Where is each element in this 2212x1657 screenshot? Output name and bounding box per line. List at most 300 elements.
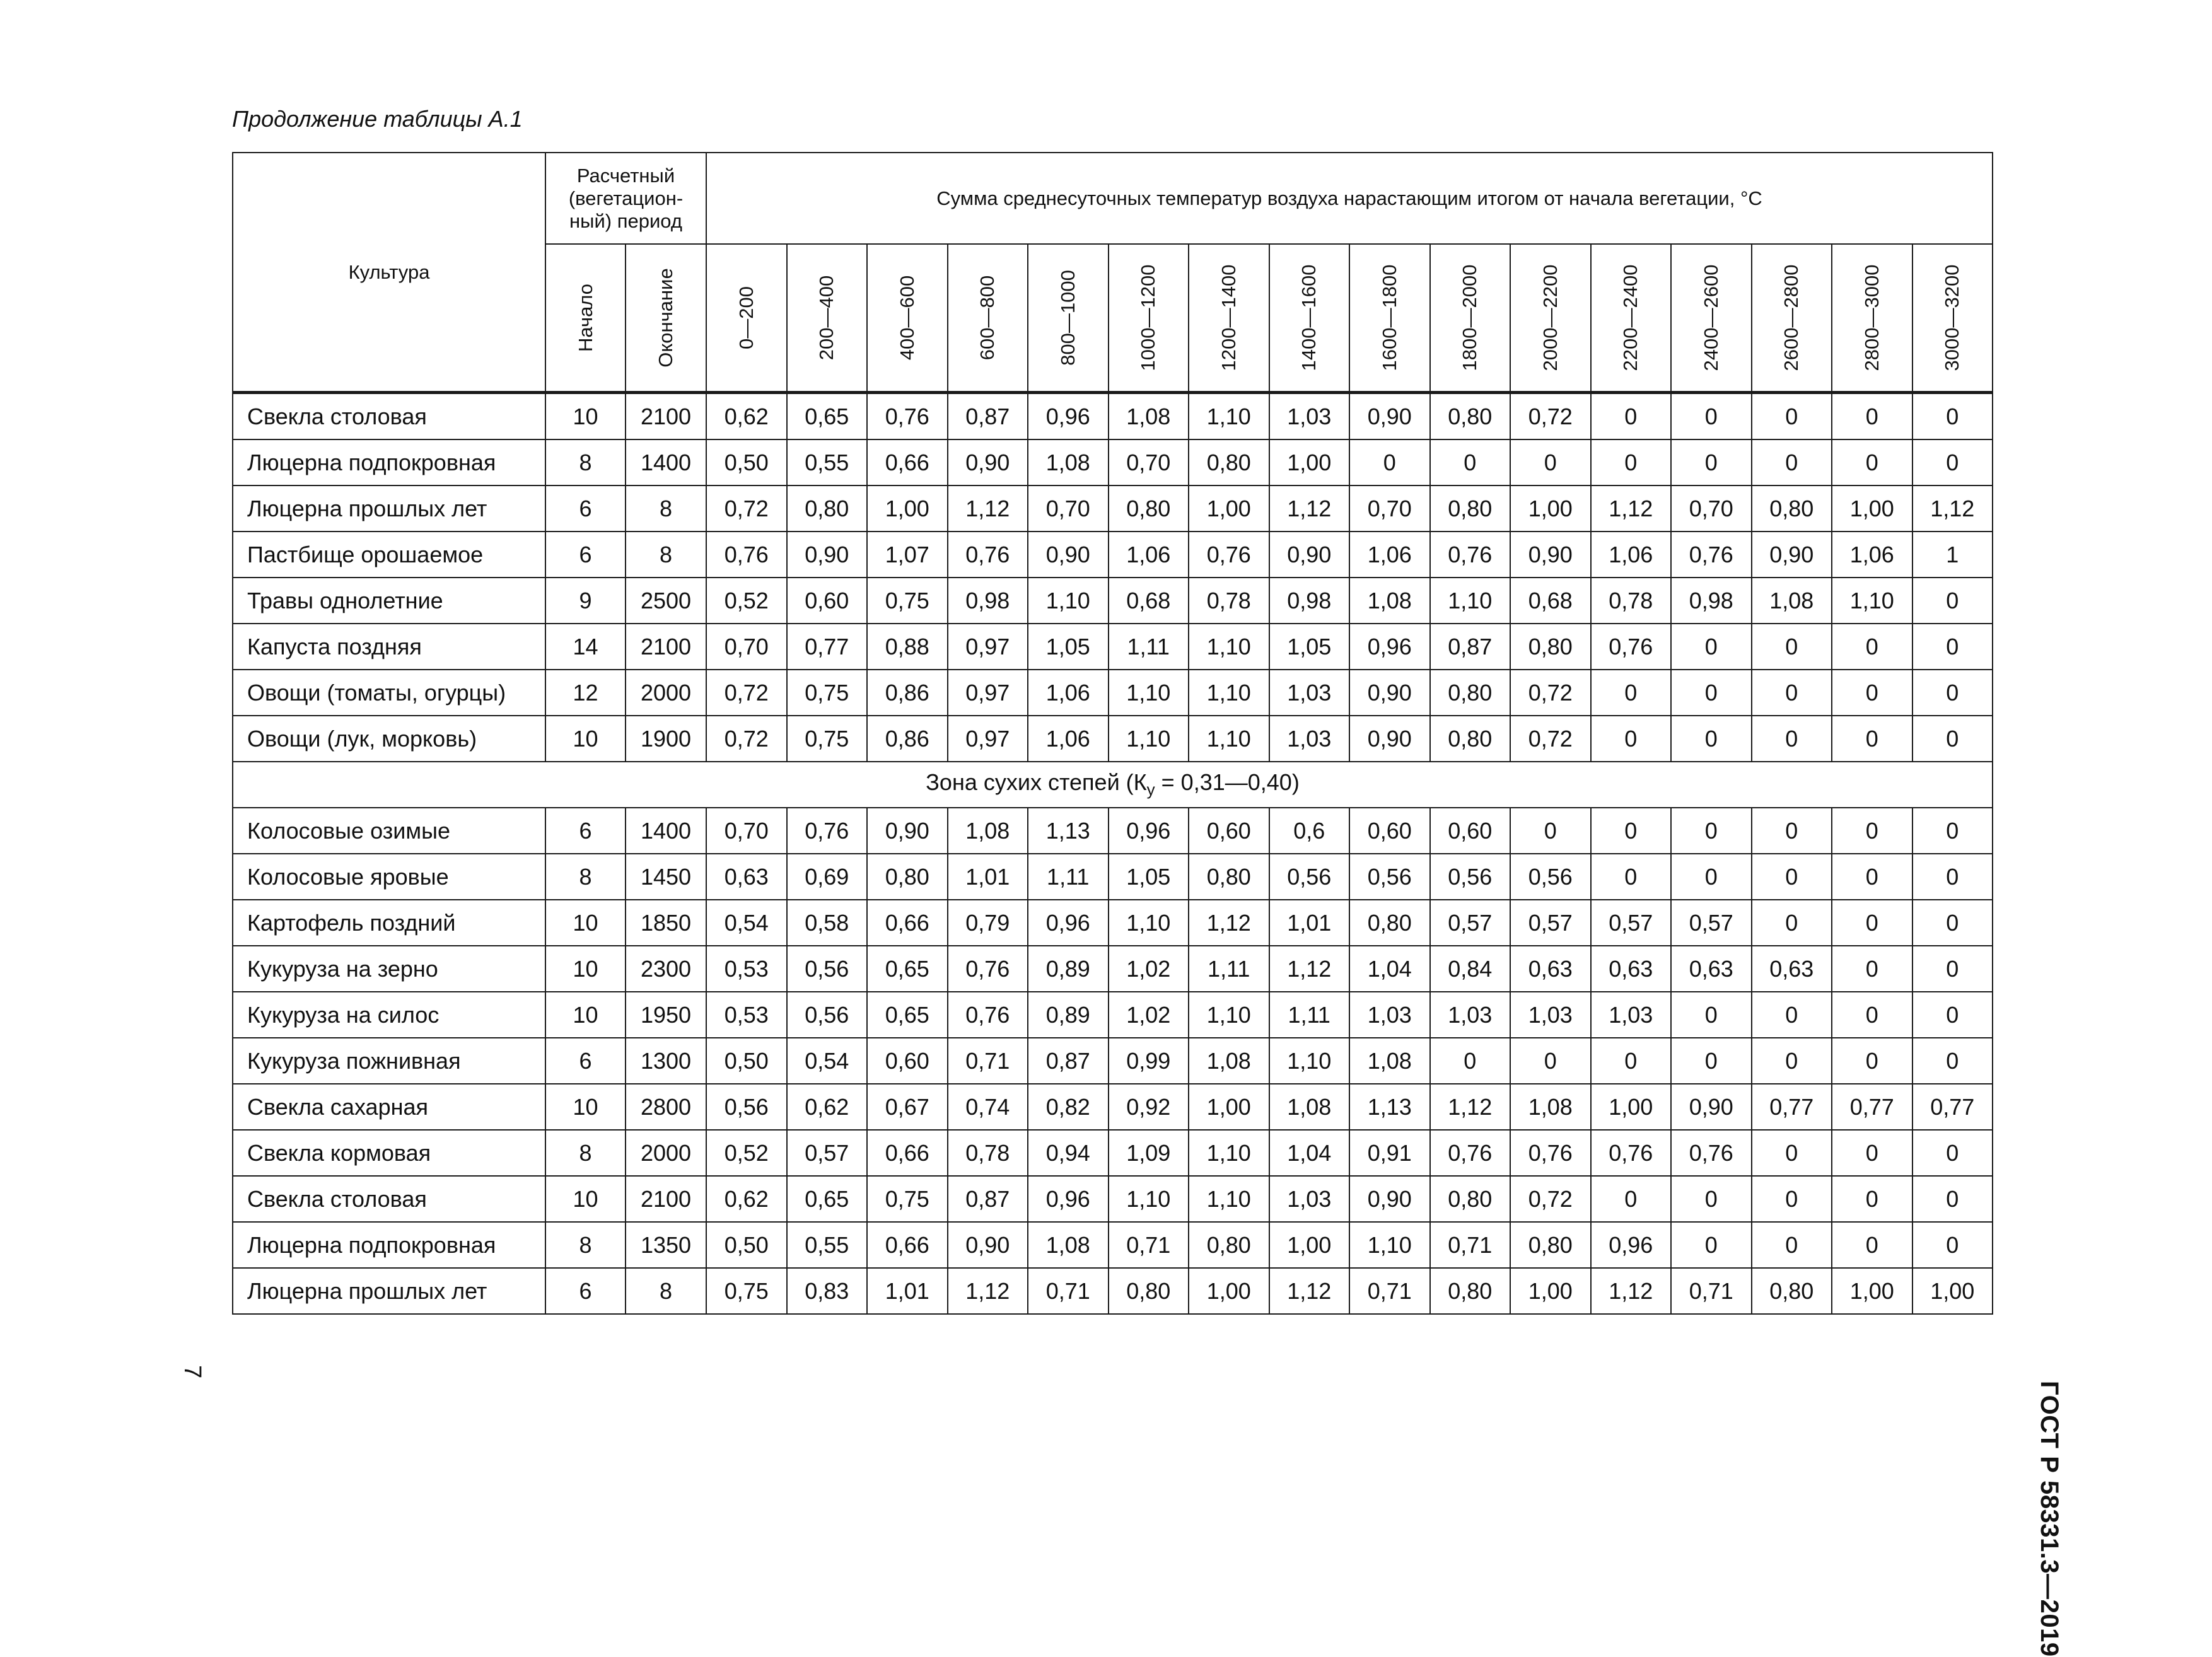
coefficient-cell: 0,78 <box>1591 578 1672 624</box>
coefficient-cell: 0 <box>1912 854 1993 900</box>
coefficient-cell: 0 <box>1832 624 1912 670</box>
coefficient-cell: 0,96 <box>1028 393 1109 440</box>
coefficient-cell: 0 <box>1832 854 1912 900</box>
coefficient-cell: 0,54 <box>787 1038 868 1084</box>
coefficient-cell: 0,90 <box>948 439 1028 485</box>
coefficient-cell: 0,94 <box>1028 1130 1109 1176</box>
coefficient-cell: 1,12 <box>1430 1084 1511 1130</box>
crop-name-cell: Люцерна прошлых лет <box>233 485 545 532</box>
coefficient-cell: 0 <box>1752 992 1832 1038</box>
period-start-cell: 10 <box>545 1084 626 1130</box>
coefficient-cell: 1,13 <box>1349 1084 1430 1130</box>
coefficient-cell: 0,96 <box>1591 1222 1672 1268</box>
coefficient-cell: 0,97 <box>948 716 1028 762</box>
period-end-cell: 1450 <box>626 854 706 900</box>
coefficient-cell: 0 <box>1752 1130 1832 1176</box>
coefficient-cell: 1,10 <box>1189 1176 1269 1222</box>
coefficient-cell: 0 <box>1832 393 1912 440</box>
coefficient-cell: 1,10 <box>1832 578 1912 624</box>
table-row <box>233 1176 1993 1222</box>
coefficient-cell: 1,10 <box>1430 578 1511 624</box>
coefficient-cell: 0,71 <box>948 1038 1028 1084</box>
coefficient-cell: 0,76 <box>1510 1130 1591 1176</box>
coefficient-cell: 1,10 <box>1028 578 1109 624</box>
coefficient-cell: 1,10 <box>1189 716 1269 762</box>
coefficient-cell: 1,10 <box>1109 1176 1189 1222</box>
coefficient-cell: 1,08 <box>1752 578 1832 624</box>
coefficient-cell: 0,56 <box>1349 854 1430 900</box>
document-designation: ГОСТ Р 58331.3—2019 <box>2035 1381 2063 1657</box>
coefficient-cell: 0,77 <box>787 624 868 670</box>
coefficient-cell: 0,75 <box>867 1176 948 1222</box>
coefficient-cell: 0 <box>1591 1038 1672 1084</box>
coefficient-cell: 0,70 <box>1109 439 1189 485</box>
coefficient-cell: 0,89 <box>1028 992 1109 1038</box>
coefficient-cell: 1,06 <box>1832 532 1912 578</box>
zone-prefix: Зона сухих степей (К <box>926 769 1147 796</box>
coefficient-cell: 0,80 <box>1109 1268 1189 1314</box>
coefficient-cell: 1,02 <box>1109 992 1189 1038</box>
coefficient-cell: 0,63 <box>1510 946 1591 992</box>
coefficient-cell: 0,83 <box>787 1268 868 1314</box>
coefficient-cell: 0,75 <box>787 670 868 716</box>
coefficient-cell: 0,50 <box>706 439 787 485</box>
coefficient-cell: 0,69 <box>787 854 868 900</box>
coefficient-cell: 1,07 <box>867 532 948 578</box>
coefficient-cell: 1,08 <box>1510 1084 1591 1130</box>
table-row <box>233 808 1993 854</box>
coefficient-cell: 0,62 <box>787 1084 868 1130</box>
coefficient-cell: 0,70 <box>1349 485 1430 532</box>
coefficient-cell: 1,12 <box>948 1268 1028 1314</box>
coefficient-cell: 0 <box>1591 716 1672 762</box>
coefficient-cell: 0,76 <box>1671 532 1752 578</box>
table-row <box>233 900 1993 946</box>
table-row <box>233 485 1993 532</box>
coefficient-cell: 1,13 <box>1028 808 1109 854</box>
coefficient-cell: 0,90 <box>1752 532 1832 578</box>
period-start-cell: 10 <box>545 992 626 1038</box>
period-end-cell: 1400 <box>626 439 706 485</box>
coefficient-cell: 0,76 <box>1591 1130 1672 1176</box>
coefficient-cell: 1,00 <box>1510 1268 1591 1314</box>
table-row <box>233 992 1993 1038</box>
coefficient-cell: 1,12 <box>948 485 1028 532</box>
coefficient-cell: 1,10 <box>1269 1038 1350 1084</box>
coefficient-cell: 0,90 <box>1349 670 1430 716</box>
coefficient-cell: 0,54 <box>706 900 787 946</box>
coefficient-cell: 0,52 <box>706 578 787 624</box>
coefficient-cell: 0 <box>1752 1222 1832 1268</box>
coefficient-cell: 1,12 <box>1269 946 1350 992</box>
coefficient-cell: 1,12 <box>1269 1268 1350 1314</box>
coefficient-cell: 0,56 <box>706 1084 787 1130</box>
coefficient-cell: 0 <box>1430 439 1511 485</box>
period-end-cell: 1350 <box>626 1222 706 1268</box>
coefficient-cell: 0,76 <box>1671 1130 1752 1176</box>
coefficient-cell: 1,00 <box>1189 1084 1269 1130</box>
zone-suffix: = 0,31—0,40) <box>1155 769 1300 796</box>
header-period-group <box>545 153 706 244</box>
coefficient-cell: 1,00 <box>1591 1084 1672 1130</box>
coefficient-cell: 0,71 <box>1028 1268 1109 1314</box>
crop-name-cell: Свекла кормовая <box>233 1130 545 1176</box>
coefficient-cell: 0 <box>1912 946 1993 992</box>
period-end-cell: 2100 <box>626 1176 706 1222</box>
coefficient-cell: 1,11 <box>1028 854 1109 900</box>
coefficient-cell: 1,05 <box>1269 624 1350 670</box>
coefficient-cell: 1,03 <box>1269 670 1350 716</box>
coefficient-cell: 1,10 <box>1189 992 1269 1038</box>
coefficient-cell: 0,77 <box>1752 1084 1832 1130</box>
coefficient-cell: 1,12 <box>1591 485 1672 532</box>
coefficient-cell: 0 <box>1912 1038 1993 1084</box>
coefficient-cell: 1,11 <box>1189 946 1269 992</box>
coefficient-cell: 0,80 <box>1430 393 1511 440</box>
coefficient-cell: 0 <box>1510 439 1591 485</box>
coefficient-cell: 0,78 <box>948 1130 1028 1176</box>
coefficient-cell: 0,56 <box>1430 854 1511 900</box>
crop-name-cell: Свекла столовая <box>233 1176 545 1222</box>
coefficient-cell: 0,91 <box>1349 1130 1430 1176</box>
coefficient-cell: 1,04 <box>1269 1130 1350 1176</box>
coefficient-cell: 0,6 <box>1269 808 1350 854</box>
coefficient-cell: 0,76 <box>706 532 787 578</box>
coefficient-cell: 0,56 <box>1510 854 1591 900</box>
period-end-cell: 1900 <box>626 716 706 762</box>
crop-name-cell: Пастбище орошаемое <box>233 532 545 578</box>
coefficient-cell: 0,96 <box>1028 1176 1109 1222</box>
coefficient-cell: 0,66 <box>867 900 948 946</box>
header-range: 3000—3200 <box>1912 244 1993 393</box>
coefficient-cell: 1,11 <box>1109 624 1189 670</box>
coefficient-cell: 0 <box>1752 716 1832 762</box>
coefficient-cell: 0 <box>1832 900 1912 946</box>
period-end-cell: 2800 <box>626 1084 706 1130</box>
coefficient-cell: 0 <box>1671 1176 1752 1222</box>
coefficient-cell: 0,78 <box>1189 578 1269 624</box>
table-row <box>233 946 1993 992</box>
coefficient-cell: 0,80 <box>1510 624 1591 670</box>
coefficient-cell: 0 <box>1671 854 1752 900</box>
period-start-cell: 10 <box>545 900 626 946</box>
coefficient-cell: 0,71 <box>1430 1222 1511 1268</box>
coefficient-cell: 0,87 <box>1430 624 1511 670</box>
crop-name-cell: Картофель поздний <box>233 900 545 946</box>
crop-name-cell: Свекла сахарная <box>233 1084 545 1130</box>
coefficient-cell: 0,63 <box>1752 946 1832 992</box>
coefficient-cell: 1,03 <box>1591 992 1672 1038</box>
crop-name-cell: Травы однолетние <box>233 578 545 624</box>
coefficient-cell: 0,75 <box>787 716 868 762</box>
coefficient-cell: 0 <box>1591 808 1672 854</box>
crop-name-cell: Свекла столовая <box>233 393 545 440</box>
coefficient-cell: 0 <box>1912 900 1993 946</box>
coefficient-cell: 0,65 <box>867 992 948 1038</box>
period-end-cell: 8 <box>626 532 706 578</box>
coefficient-cell: 0,80 <box>1430 716 1511 762</box>
coefficient-cell: 0 <box>1832 946 1912 992</box>
coefficient-cell: 0,80 <box>1189 854 1269 900</box>
header-range: 600—800 <box>948 244 1028 393</box>
coefficient-cell: 0 <box>1912 716 1993 762</box>
coefficient-table <box>232 152 1993 1315</box>
coefficient-cell: 0,53 <box>706 992 787 1038</box>
coefficient-cell: 0 <box>1912 393 1993 440</box>
coefficient-cell: 0,90 <box>1349 393 1430 440</box>
coefficient-cell: 1,10 <box>1189 670 1269 716</box>
coefficient-cell: 0,80 <box>1430 485 1511 532</box>
coefficient-cell: 0 <box>1752 670 1832 716</box>
zone-heading <box>233 762 1993 808</box>
coefficient-cell: 0,84 <box>1430 946 1511 992</box>
coefficient-cell: 1,08 <box>1109 393 1189 440</box>
period-end-cell: 2000 <box>626 1130 706 1176</box>
coefficient-cell: 0,72 <box>706 485 787 532</box>
period-start-cell: 6 <box>545 532 626 578</box>
coefficient-cell: 0,86 <box>867 670 948 716</box>
coefficient-cell: 1,10 <box>1109 670 1189 716</box>
coefficient-cell: 0,74 <box>948 1084 1028 1130</box>
coefficient-cell: 0,80 <box>787 485 868 532</box>
coefficient-cell: 0,55 <box>787 439 868 485</box>
coefficient-cell: 0 <box>1832 1038 1912 1084</box>
coefficient-cell: 0,98 <box>1269 578 1350 624</box>
coefficient-cell: 1,05 <box>1109 854 1189 900</box>
table-caption: Продолжение таблицы А.1 <box>232 106 523 132</box>
zone-row <box>233 762 1993 808</box>
coefficient-cell: 0 <box>1832 439 1912 485</box>
coefficient-cell: 0,56 <box>787 946 868 992</box>
coefficient-cell: 0,65 <box>787 1176 868 1222</box>
coefficient-cell: 0,76 <box>948 946 1028 992</box>
coefficient-cell: 0,80 <box>1430 670 1511 716</box>
table-row <box>233 716 1993 762</box>
coefficient-cell: 0,68 <box>1510 578 1591 624</box>
coefficient-cell: 1,06 <box>1591 532 1672 578</box>
coefficient-cell: 1,01 <box>948 854 1028 900</box>
coefficient-cell: 1,06 <box>1109 532 1189 578</box>
period-start-cell: 10 <box>545 1176 626 1222</box>
coefficient-cell: 0,82 <box>1028 1084 1109 1130</box>
coefficient-cell: 1,00 <box>1189 1268 1269 1314</box>
coefficient-cell: 0,80 <box>1752 1268 1832 1314</box>
coefficient-cell: 0 <box>1752 900 1832 946</box>
coefficient-cell: 0,67 <box>867 1084 948 1130</box>
coefficient-cell: 0 <box>1912 439 1993 485</box>
header-range: 1000—1200 <box>1109 244 1189 393</box>
coefficient-cell: 0,57 <box>1430 900 1511 946</box>
coefficient-cell: 1,08 <box>1349 578 1430 624</box>
coefficient-cell: 0,71 <box>1109 1222 1189 1268</box>
period-start-cell: 10 <box>545 946 626 992</box>
coefficient-cell: 0,97 <box>948 670 1028 716</box>
coefficient-cell: 1,10 <box>1109 900 1189 946</box>
period-start-cell: 12 <box>545 670 626 716</box>
header-range: 1800—2000 <box>1430 244 1511 393</box>
coefficient-cell: 1,00 <box>1510 485 1591 532</box>
coefficient-cell: 1,10 <box>1109 716 1189 762</box>
coefficient-cell: 1,09 <box>1109 1130 1189 1176</box>
period-start-cell: 6 <box>545 1038 626 1084</box>
coefficient-cell: 0 <box>1671 624 1752 670</box>
coefficient-cell: 0 <box>1671 808 1752 854</box>
coefficient-cell: 0,53 <box>706 946 787 992</box>
coefficient-cell: 0 <box>1752 854 1832 900</box>
coefficient-cell: 0 <box>1832 1176 1912 1222</box>
coefficient-cell: 1 <box>1912 532 1993 578</box>
header-range: 2400—2600 <box>1671 244 1752 393</box>
coefficient-cell: 1,00 <box>1912 1268 1993 1314</box>
coefficient-cell: 0 <box>1349 439 1430 485</box>
period-end-cell: 8 <box>626 485 706 532</box>
coefficient-cell: 0,50 <box>706 1038 787 1084</box>
coefficient-cell: 0,60 <box>1349 808 1430 854</box>
coefficient-cell: 0,66 <box>867 1130 948 1176</box>
coefficient-cell: 0,90 <box>1671 1084 1752 1130</box>
coefficient-cell: 0,80 <box>867 854 948 900</box>
crop-name-cell: Колосовые озимые <box>233 808 545 854</box>
coefficient-cell: 0 <box>1912 1130 1993 1176</box>
coefficient-cell: 0 <box>1430 1038 1511 1084</box>
table-row <box>233 393 1993 440</box>
coefficient-cell: 0,75 <box>706 1268 787 1314</box>
period-end-cell: 1950 <box>626 992 706 1038</box>
coefficient-cell: 0,80 <box>1349 900 1430 946</box>
header-temperature-group: Сумма среднесуточных температур воздуха нарастающим итогом от начала вегетации, °С <box>706 153 1993 244</box>
table-row <box>233 1268 1993 1314</box>
coefficient-cell: 1,03 <box>1430 992 1511 1038</box>
coefficient-cell: 0,90 <box>1349 1176 1430 1222</box>
header-range: 2000—2200 <box>1510 244 1591 393</box>
coefficient-cell: 1,08 <box>1349 1038 1430 1084</box>
crop-name-cell: Люцерна подпокровная <box>233 1222 545 1268</box>
table-row <box>233 1130 1993 1176</box>
period-end-cell: 2100 <box>626 624 706 670</box>
coefficient-cell: 0 <box>1671 992 1752 1038</box>
coefficient-cell: 0,80 <box>1510 1222 1591 1268</box>
coefficient-cell: 1,03 <box>1269 1176 1350 1222</box>
table-row <box>233 1038 1993 1084</box>
coefficient-cell: 0 <box>1912 578 1993 624</box>
coefficient-cell: 0,66 <box>867 439 948 485</box>
coefficient-cell: 0,92 <box>1109 1084 1189 1130</box>
header-end: Окончание <box>626 244 706 393</box>
header-range: 2800—3000 <box>1832 244 1912 393</box>
header-range: 0—200 <box>706 244 787 393</box>
coefficient-cell: 0 <box>1752 624 1832 670</box>
coefficient-cell: 0,65 <box>867 946 948 992</box>
coefficient-cell: 1,12 <box>1912 485 1993 532</box>
coefficient-cell: 1,10 <box>1349 1222 1430 1268</box>
coefficient-cell: 0 <box>1752 1176 1832 1222</box>
coefficient-cell: 0,80 <box>1189 439 1269 485</box>
coefficient-cell: 0,57 <box>1671 900 1752 946</box>
coefficient-cell: 0,96 <box>1349 624 1430 670</box>
header-range: 1200—1400 <box>1189 244 1269 393</box>
header-range: 2600—2800 <box>1752 244 1832 393</box>
coefficient-cell: 0 <box>1832 1130 1912 1176</box>
coefficient-cell: 0,90 <box>948 1222 1028 1268</box>
header-range: 200—400 <box>787 244 868 393</box>
coefficient-cell: 0,56 <box>1269 854 1350 900</box>
coefficient-cell: 0,98 <box>948 578 1028 624</box>
coefficient-cell: 0,96 <box>1109 808 1189 854</box>
table-row <box>233 532 1993 578</box>
crop-name-cell: Люцерна подпокровная <box>233 439 545 485</box>
coefficient-cell: 0 <box>1671 393 1752 440</box>
crop-name-cell: Люцерна прошлых лет <box>233 1268 545 1314</box>
period-start-cell: 8 <box>545 439 626 485</box>
coefficient-cell: 0,86 <box>867 716 948 762</box>
crop-name-cell: Кукуруза на силос <box>233 992 545 1038</box>
coefficient-cell: 0,72 <box>1510 1176 1591 1222</box>
coefficient-cell: 1,03 <box>1269 393 1350 440</box>
coefficient-cell: 0,57 <box>1510 900 1591 946</box>
coefficient-cell: 1,01 <box>867 1268 948 1314</box>
coefficient-cell: 0,62 <box>706 393 787 440</box>
period-start-cell: 10 <box>545 716 626 762</box>
coefficient-cell: 0 <box>1591 1176 1672 1222</box>
coefficient-cell: 0,80 <box>1752 485 1832 532</box>
coefficient-cell: 0 <box>1671 1038 1752 1084</box>
period-end-cell: 2500 <box>626 578 706 624</box>
coefficient-cell: 0,80 <box>1430 1268 1511 1314</box>
coefficient-cell: 0,60 <box>867 1038 948 1084</box>
coefficient-cell: 1,00 <box>1269 439 1350 485</box>
coefficient-cell: 1,05 <box>1028 624 1109 670</box>
period-start-cell: 9 <box>545 578 626 624</box>
coefficient-cell: 0,80 <box>1430 1176 1511 1222</box>
coefficient-cell: 0,90 <box>1349 716 1430 762</box>
crop-name-cell: Кукуруза на зерно <box>233 946 545 992</box>
crop-name-cell: Капуста поздняя <box>233 624 545 670</box>
period-end-cell: 2000 <box>626 670 706 716</box>
coefficient-cell: 0,72 <box>706 716 787 762</box>
coefficient-cell: 1,04 <box>1349 946 1430 992</box>
zone-subscript: у <box>1146 780 1155 799</box>
coefficient-cell: 0 <box>1832 716 1912 762</box>
coefficient-cell: 0,63 <box>1591 946 1672 992</box>
period-start-cell: 8 <box>545 1222 626 1268</box>
coefficient-cell: 1,00 <box>1189 485 1269 532</box>
period-start-cell: 6 <box>545 1268 626 1314</box>
coefficient-cell: 0,60 <box>1430 808 1511 854</box>
coefficient-cell: 0 <box>1912 670 1993 716</box>
coefficient-cell: 0,68 <box>1109 578 1189 624</box>
table-row <box>233 854 1993 900</box>
period-end-cell: 1400 <box>626 808 706 854</box>
coefficient-cell: 1,00 <box>1832 1268 1912 1314</box>
coefficient-cell: 0 <box>1591 670 1672 716</box>
coefficient-cell: 0 <box>1671 439 1752 485</box>
coefficient-cell: 0,76 <box>948 992 1028 1038</box>
coefficient-cell: 0 <box>1510 808 1591 854</box>
coefficient-cell: 0,90 <box>787 532 868 578</box>
coefficient-cell: 0,80 <box>1109 485 1189 532</box>
header-start: Начало <box>545 244 626 393</box>
coefficient-cell: 0,70 <box>1028 485 1109 532</box>
header-period-line-2: (вегетацион- <box>568 187 684 209</box>
coefficient-cell: 0,79 <box>948 900 1028 946</box>
coefficient-cell: 0,50 <box>706 1222 787 1268</box>
coefficient-cell: 0 <box>1912 1176 1993 1222</box>
coefficient-cell: 0,57 <box>787 1130 868 1176</box>
coefficient-cell: 0,90 <box>1269 532 1350 578</box>
table-row <box>233 439 1993 485</box>
period-end-cell: 1300 <box>626 1038 706 1084</box>
coefficient-cell: 0,87 <box>1028 1038 1109 1084</box>
